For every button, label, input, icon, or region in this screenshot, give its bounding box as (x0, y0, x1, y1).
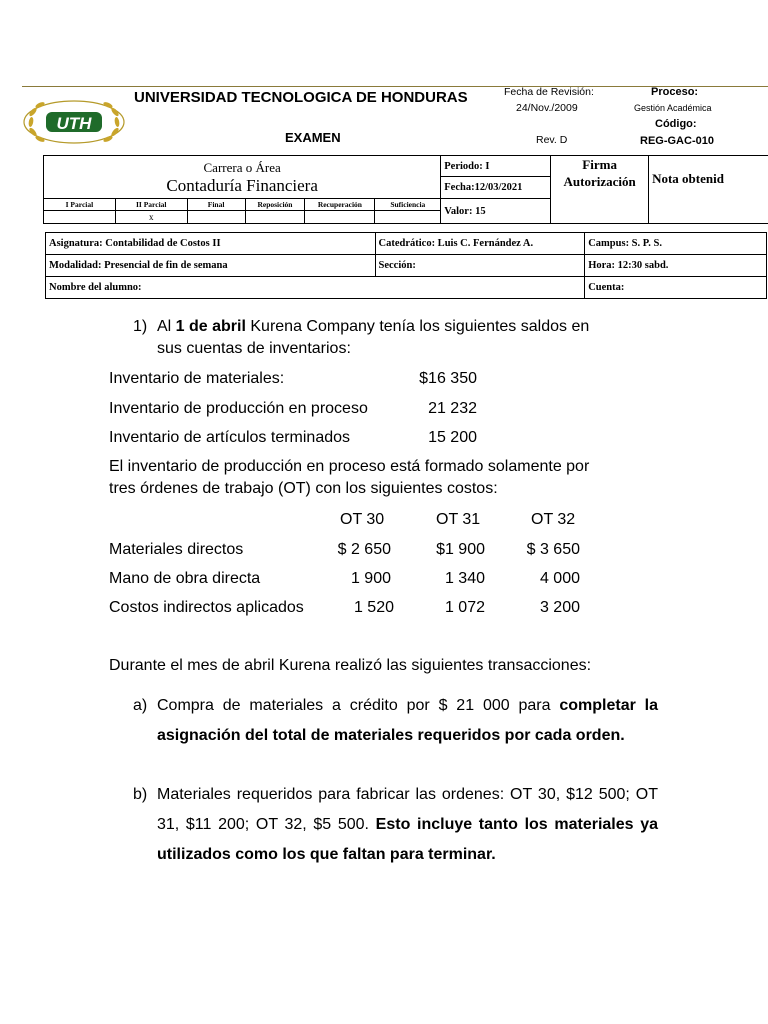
seccion: Sección: (375, 255, 585, 277)
ot-row-label: Mano de obra directa (109, 570, 261, 587)
item-b-text (157, 780, 658, 870)
item-b-plain: Materiales requeridos para fabricar las ordenes: OT 30, $12 500; OT 31, $11 200; OT 32, $5 500. (157, 786, 658, 833)
ot-cell: 1 072 (444, 599, 485, 616)
wip-description-line2: tres órdenes de trabajo (OT) con los siguientes costos: (109, 480, 498, 497)
ii-parcial-mark: x (115, 211, 187, 224)
ot-cell: 3 200 (539, 599, 580, 616)
exam-type-i-parcial: I Parcial (44, 199, 116, 211)
nota-label: Nota obtenid (652, 171, 724, 186)
ot-row-label: Costos indirectos aplicados (109, 599, 304, 616)
question-intro (157, 318, 589, 336)
cuenta: Cuenta: (585, 277, 767, 299)
process-value: Gestión Académica (634, 103, 712, 113)
uth-logo (22, 98, 126, 146)
ot-cell: $ 2 650 (337, 541, 391, 558)
modalidad: Modalidad: Presencial de fin de semana (46, 255, 376, 277)
item-a-bold: completar la asignación del total de materiales requeridos por cada orden. (157, 697, 658, 744)
ot-cell: 1 900 (350, 570, 391, 587)
nombre-alumno: Nombre del alumno: (46, 277, 585, 299)
carrera-value: Contaduría Financiera (166, 176, 318, 195)
exam-type-reposicion: Reposición (245, 199, 305, 211)
hora: Hora: 12:30 sabd. (585, 255, 767, 277)
item-b-label: b) (133, 786, 148, 803)
ot-cell: 4 000 (539, 570, 580, 587)
exam-type-cell (305, 211, 375, 224)
ot-cell: $1 900 (436, 541, 485, 558)
ot-cell: 1 340 (444, 570, 485, 587)
revision-date-label: Fecha de Revisión: (504, 86, 594, 98)
exam-type-ii-parcial: II Parcial (115, 199, 187, 211)
carrera-cell (44, 156, 441, 199)
item-a-text (157, 691, 658, 751)
ot-header: OT 31 (436, 511, 481, 528)
exam-type-cell (44, 211, 116, 224)
asignatura: Asignatura: Contabilidad de Costos II (46, 233, 376, 255)
autorizacion-label: Autorización (563, 174, 636, 189)
inventory-label: Inventario de materiales: (109, 370, 285, 387)
campus: Campus: S. P. S. (585, 233, 767, 255)
code-label: Código: (655, 118, 697, 130)
firma-label: Firma (582, 157, 617, 172)
ot-header: OT 32 (531, 511, 576, 528)
catedratico: Catedrático: Luis C. Fernández A. (375, 233, 585, 255)
exam-type-cell (187, 211, 245, 224)
question-number: 1) (133, 318, 148, 335)
revision-number: Rev. D (536, 134, 568, 146)
ot-cell: $ 3 650 (526, 541, 580, 558)
intro-post: Kurena Company tenía los siguientes saldos en (245, 318, 590, 335)
periodo: Periodo: I (441, 156, 551, 177)
firma-cell (551, 156, 649, 224)
item-a-label: a) (133, 697, 148, 714)
valor: Valor: 15 (441, 199, 551, 224)
exam-type-suficiencia: Suficiencia (375, 199, 441, 211)
inventory-value: $16 350 (419, 370, 477, 387)
transactions-intro: Durante el mes de abril Kurena realizó las siguientes transacciones: (109, 657, 592, 674)
inventory-value: 15 200 (428, 429, 477, 446)
laurel-logo-icon (22, 98, 126, 146)
revision-date: 24/Nov./2009 (516, 102, 578, 114)
wip-description: El inventario de producción en proceso está formado solamente por (109, 458, 590, 475)
intro-pre: Al (157, 318, 176, 335)
exam-type-final: Final (187, 199, 245, 211)
ot-header: OT 30 (340, 511, 385, 528)
exam-type-cell (245, 211, 305, 224)
inventory-label: Inventario de artículos terminados (109, 429, 351, 446)
code-value: REG-GAC-010 (640, 135, 714, 147)
inventory-label: Inventario de producción en proceso (109, 400, 368, 417)
ot-row-label: Materiales directos (109, 541, 244, 558)
process-label: Proceso: (651, 86, 699, 98)
exam-info-table (43, 155, 768, 224)
item-b-bold: Esto incluye tanto los materiales ya utilizados como los que faltan para terminar. (157, 816, 658, 863)
ot-cell: 1 520 (353, 599, 394, 616)
fecha: Fecha:12/03/2021 (441, 177, 551, 199)
exam-type-recuperacion: Recuperación (305, 199, 375, 211)
item-a-plain: Compra de materiales a crédito por $ 21 000 para (157, 697, 551, 714)
exam-type-cell (375, 211, 441, 224)
exam-title: EXAMEN (285, 130, 341, 145)
inventory-value: 21 232 (428, 400, 477, 417)
nota-cell (649, 156, 768, 224)
intro-date: 1 de abril (175, 318, 246, 335)
university-name: UNIVERSIDAD TECNOLOGICA DE HONDURAS (134, 89, 468, 106)
carrera-label: Carrera o Área (203, 160, 281, 175)
question-intro-line2: sus cuentas de inventarios: (157, 340, 351, 357)
logo-text: UTH (56, 114, 92, 133)
course-info-table (45, 232, 767, 299)
